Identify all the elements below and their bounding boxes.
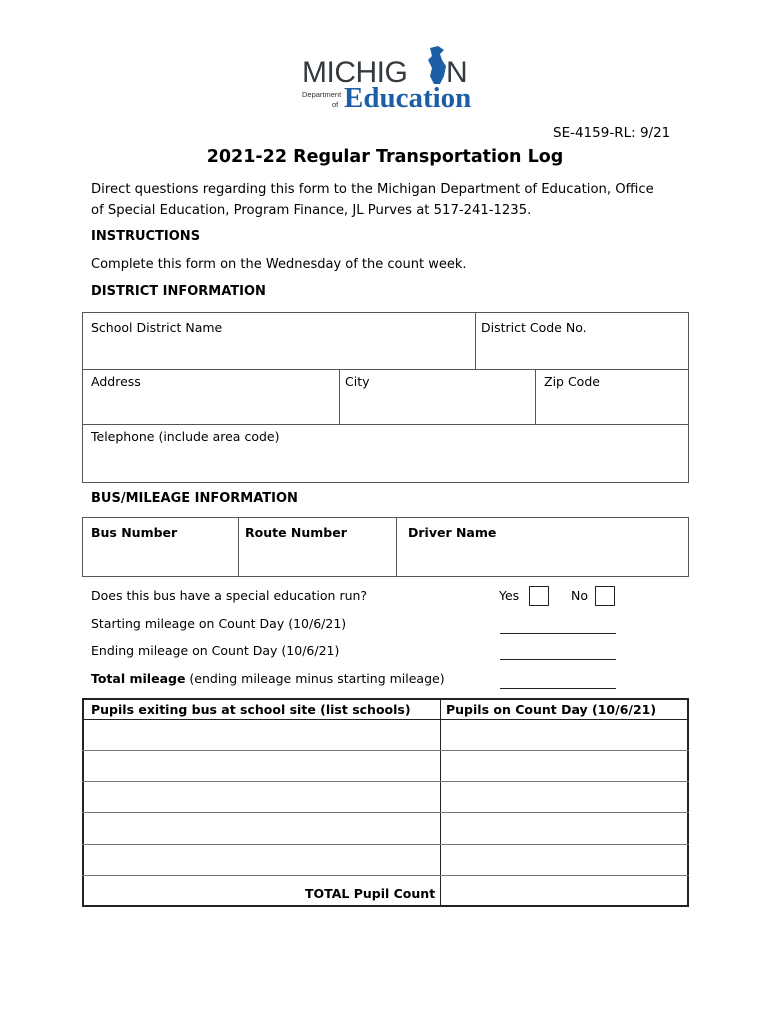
school-input[interactable] [82,813,440,844]
district-info-box [82,312,689,483]
pupils-col1-header: Pupils exiting bus at school site (list schools) [91,702,411,717]
pupil-count-input[interactable] [440,845,689,876]
intro-line-2: of Special Education, Program Finance, JL Purves at 517-241-1235. [91,203,532,218]
logo-michigan-end: N [446,56,468,89]
total-mileage-bold: Total mileage [91,671,186,686]
table-row [82,813,689,844]
total-mileage-label [91,671,445,686]
pupil-count-input[interactable] [440,782,689,813]
total-pupil-count-input[interactable] [442,877,687,905]
yes-checkbox[interactable] [529,586,549,606]
route-number-field[interactable]: Route Number [245,525,347,540]
logo-michigan-text: MICHIG [302,56,408,89]
starting-mileage-label: Starting mileage on Count Day (10/6/21) [91,616,347,631]
driver-name-field[interactable]: Driver Name [408,525,497,540]
bus-number-field[interactable]: Bus Number [91,525,178,540]
district-code-field[interactable]: District Code No. [481,320,587,335]
table-row [82,751,689,782]
starting-mileage-input[interactable] [500,633,616,634]
yes-label: Yes [499,588,520,603]
instructions-text: Complete this form on the Wednesday of the count week. [91,257,467,272]
logo-education-text: Education [344,82,472,114]
pupils-col2-header: Pupils on Count Day (10/6/21) [446,702,657,717]
table-row [82,845,689,876]
intro-line-1: Direct questions regarding this form to the Michigan Department of Education, Office [91,182,654,197]
table-row [82,782,689,813]
total-mileage-rest: (ending mileage minus starting mileage) [185,671,445,686]
school-input[interactable] [82,782,440,813]
bus-mileage-heading: BUS/MILEAGE INFORMATION [91,491,298,506]
pupil-count-input[interactable] [440,720,689,751]
pupil-count-input[interactable] [440,751,689,782]
pupil-count-input[interactable] [440,813,689,844]
school-input[interactable] [82,751,440,782]
table-row [82,720,689,751]
form-code: SE-4159-RL: 9/21 [553,125,671,141]
special-ed-question: Does this bus have a special education run? [91,588,368,603]
city-field[interactable]: City [345,374,370,389]
total-pupil-count-label: TOTAL Pupil Count [305,886,436,901]
no-label: No [571,588,588,603]
michigan-education-logo [296,44,476,116]
telephone-field[interactable]: Telephone (include area code) [91,429,280,444]
ending-mileage-label: Ending mileage on Count Day (10/6/21) [91,643,340,658]
zip-code-field[interactable]: Zip Code [544,374,600,389]
school-district-name-field[interactable]: School District Name [91,320,223,335]
page-title: 2021-22 Regular Transportation Log [206,147,564,167]
district-info-heading: DISTRICT INFORMATION [91,284,266,299]
address-field[interactable]: Address [91,374,141,389]
instructions-heading: INSTRUCTIONS [91,229,201,244]
logo-of-text: of [332,100,339,109]
school-input[interactable] [82,720,440,751]
no-checkbox[interactable] [595,586,615,606]
logo-department-text: Department [302,90,342,99]
school-input[interactable] [82,845,440,876]
total-mileage-input[interactable] [500,688,616,689]
ending-mileage-input[interactable] [500,659,616,660]
michigan-state-icon [426,46,448,86]
